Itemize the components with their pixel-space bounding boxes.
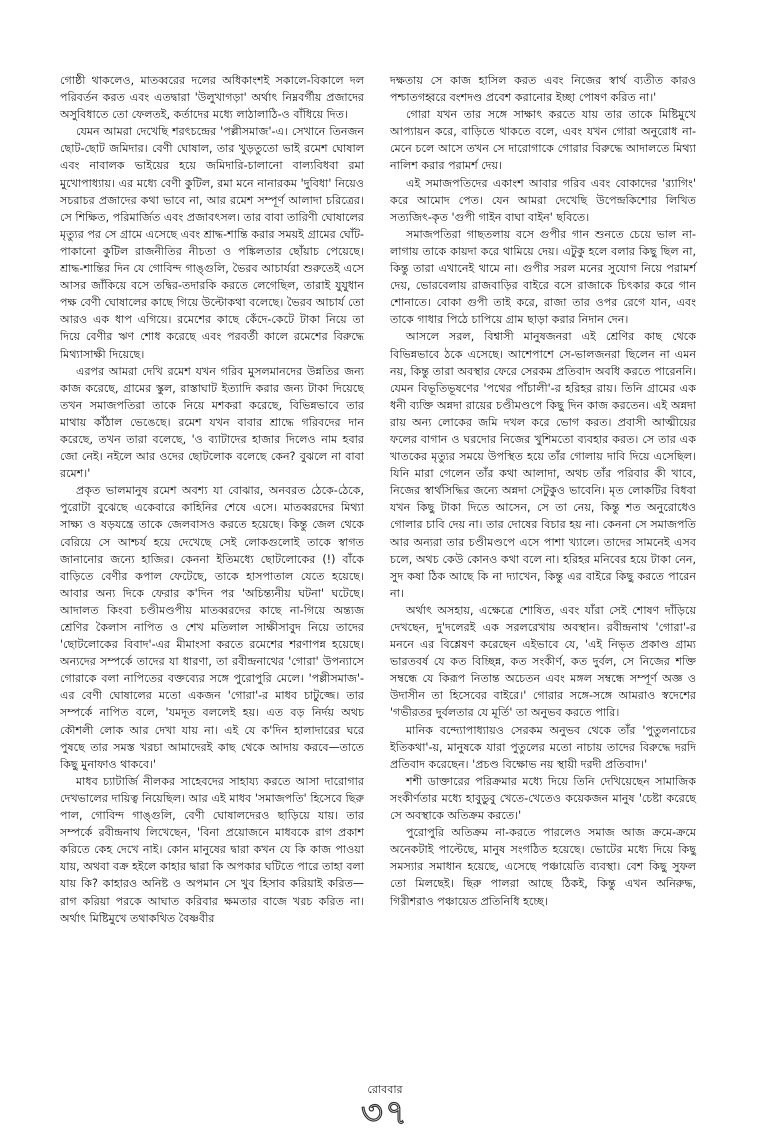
page-number: ৩৭ — [360, 1093, 410, 1133]
paragraph: মানিক বন্দ্যোপাধ্যায়ও সেরকম অনুভব থেকে তাঁর 'পুতুলনাচের ইতিকথা'-য়, মানুষকে যারা পুতুলের মতো নাচায় তাদের বিরুদ্ধে দরদি প্রতিবাদ করেছেন। 'প্রচণ্ড বিক্ষোভ নয় স্থায়ী দরদী প্রতিবাদ।' — [390, 723, 696, 771]
paragraph: দক্ষতায় সে কাজ হাসিল করত এবং নিজের স্বার্থ ব্যতীত কারও পশ্চাতগহ্বরে বংশদণ্ড প্রবেশ করানোর ইচ্ছা পোষণ করিত না।' — [390, 74, 696, 105]
paragraph: সমাজপতিরা গাছতলায় বসে গুপীর গান শুনতে চেয়ে ভাল না-লাগায় তাকে কায়দা করে থামিয়ে দেয়। এটুকু হলে বলার কিছু ছিল না, কিন্তু তারা এখানেই থামে না। গুপীর সরল মনের সুযোগ নিয়ে পরামর্শ দেয়, ভোরবেলায় রাজবাড়ির বাইরে বসে রাজাকে চিৎকার করে গান শোনাতে। বোকা গুপী তাই করে, রাজা তার ওপর রেগে যান, এবং তাকে গাধার পিঠে চাপিয়ে গ্রাম ছাড়া করার নিদান দেন। — [390, 227, 696, 327]
paragraph: শশী ডাক্তারের পরিক্রমার মধ্যে দিয়ে তিনি দেখিয়েছেন সামাজিক সংকীর্ণতার মধ্যে হাবুডুবু খেতে-খেতেও কয়েকজন মানুষ 'চেষ্টা করেছে সে অবস্থাকে অতিক্রম করতে।' — [390, 774, 696, 823]
paragraph: এই সমাজপতিদের একাংশ আবার গরিব এবং বোকাদের 'র‍্যাগিং' করে আমোদ পেত। যেন আমরা দেখেছি উপেন্দ্রকিশোর লিখিত সত্যজিৎ-কৃত 'গুপী গাইন বাঘা বাইন' ছবিতে। — [390, 176, 696, 224]
paragraph: এরপর আমরা দেখি রমেশ যখন গরিব মুসলমানদের উন্নতির জন্য কাজ করেছে, গ্রামের স্কুল, রাস্তাঘাট ইত্যাদি করার জন্য টাকা দিয়েছে তখন সমাজপতিরা তাকে নিয়ে মশকরা করেছে, বিভিন্নভাবে তার মাথায় কাঁঠাল ভেঙেছে। রমেশ যখন বাবার শ্রাদ্ধে গরিবদের দান করেছে, তখন তারা বলেছে, 'ও ব্যাটাদের হাজার দিলেও নাম হবার জো নেই। নইলে আর ওদের ছোটলোক বলেছে কেন? বুঝলে না বাবা রমেশ।' — [60, 364, 364, 481]
paragraph: পুরোপুরি অতিক্রম না-করতে পারলেও সমাজ আজ ক্রমে-ক্রমে অনেকটাই পাল্টেছে, মানুষ সংগঠিত হয়েছে। ভোটের মধ্যে দিয়ে কিছু সমস্যার সমাধান হয়েছে, এসেছে পঞ্চায়েতি ব্যবস্থা। বেশ কিছু সুফল তো মিলছেই। ছিরু পালরা আছে ঠিকই, কিন্তু এখন অনিরুদ্ধ, গিরীশরাও পঞ্চায়েত প্রতিনিধি হচ্ছে। — [390, 826, 696, 908]
paragraph: প্রকৃত ভালমানুষ রমেশ অবশ্য যা বোঝার, অনবরত ঠেকে-ঠেকে, পুরোটা বুঝেছে একেবারে কাহিনির শেষে এসে। মাতব্বরদের মিথ্যা সাক্ষ্য ও ষড়যন্ত্রে তাকে জেলবাসও করতে হয়েছে। কিন্তু জেল থেকে বেরিয়ে সে আশ্চর্য হয়ে দেখেছে সেই লোকগুলোই তাকে স্বাগত জানানোর জন্যে হাজির। কেননা ইতিমধ্যে ছোটলোকের (!) বাঁকে বাড়িতে বেণীর কপাল ফেটেছে, তাকে হাসপাতাল যেতে হয়েছে। আবার অন্য দিকে ফেরার ক'দিন পর 'অচিন্ত্যনীয় ঘটনা' ঘটেছে। আদালত কিংবা চণ্ডীমণ্ডপীয় মাতব্বরদের কাছে না-গিয়ে অন্ত্যজ শ্রেণির কৈলাস নাপিত ও শেখ মতিলাল সাক্ষীসাবুদ নিয়ে তাদের 'ছোটলোকের বিবাদ'-এর মীমাংসা করতে রমেশের শরণাপন্ন হয়েছে। অন্যদের সম্পর্কে তাদের যা ধারণা, তা রবীন্দ্রনাথের 'গোরা' উপন্যাসে গোরাকে বলা নাপিতের বক্তব্যের সঙ্গে পুরোপুরি মেলে। 'পল্লীসমাজ'-এর বেণী ঘোষালের মতো একজন 'গোরা'-র মাধব চাটুজ্জে। তার সম্পর্কে নাপিত বলে, 'যমদূত বললেই হয়। এত বড় নির্দয় অথচ কৌশলী লোক আর দেখা যায় না। এই যে ক'দিন হালাদারের ঘরে পুষছে তার সমস্ত খরচা আমাদেরই কাছ থেকে আদায় করবে—তাতে কিছু মুনাফাও থাকবে।' — [60, 484, 364, 771]
right-column — [390, 72, 696, 910]
magazine-name: রোববার — [367, 1083, 403, 1096]
paragraph: মাধব চ্যাটার্জি নীলকর সাহেবদের সাহায্য করতে আসা দারোগার দেখভালের দায়িত্ব নিয়েছিল। আর এই মাধব 'সমাজপতি' হিসেবে ছিরু পাল, গোবিন্দ গাঙ্গুলি, বেণী ঘোষালদেরও ছাড়িয়ে যায়। তার সম্পর্কে রবীন্দ্রনাথ লিখেছেন, 'বিনা প্রয়োজনে মাধবকে রাগ প্রকাশ করিতে কেহ দেখে নাই। কোন মানুষের দ্বারা কখন যে কি কাজ পাওয়া যায়, অথবা বক্র হইলে কাহার দ্বারা কি অপকার ঘটিতে পারে তাহা বলা যায় কি? কাহারও অনিষ্ট ও অপমান সে খুব হিসাব করিয়াই করিত—রাগ করিয়া পরকে আঘাত করিবার ক্ষমতার বাজে খরচ করিত না। অর্থাৎ মিষ্টিমুখে তথাকথিত বৈষ্ণবীর — [60, 774, 364, 925]
left-column — [60, 72, 364, 927]
paragraph: গোরা যখন তার সঙ্গে সাক্ষাৎ করতে যায় তার তাকে মিষ্টিমুখে আপ্যায়ন করে, বাড়িতে থাকতে বলে, এবং যখন গোরা অনুরোধ না-মেনে চলে আসে তখন সে দারোগাকে গোরার বিরুদ্ধে আদালতে মিথ্যা নালিশ করার পরামর্শ দেয়। — [390, 108, 696, 173]
paragraph: গোষ্ঠী থাকলেও, মাতব্বরের দলের অধিকাংশই সকালে-বিকালে দল পরিবর্তন করত এবং এতদ্বারা 'উলুখাগড়া' অর্থাৎ নিম্নবর্গীয় প্রজাদের অসুবিধাতে তো ফেলতই, কর্তাদের মধ্যে লাঠালাঠি-ও বাঁধিয়ে দিত। — [60, 74, 364, 122]
paragraph: অর্থাৎ অসহায়, এক্ষেত্রে শোষিত, এবং যাঁরা সেই শোষণ দাঁড়িয়ে দেখছেন, দু'দলেরই এক সরলরেখায় অবস্থান। রবীন্দ্রনাথ 'গোরা'-র মননে এর বিশ্লেষণ করেছেন এইভাবে যে, 'এই নিভৃত প্রকাণ্ড গ্রাম্য ভারতবর্ষ যে কত বিচ্ছিন্ন, কত সংকীর্ণ, কত দুর্বল, সে নিজের শক্তি সম্বন্ধে যে কিরূপ নিতান্ত অচেতন এবং মঙ্গল সম্বন্ধে সম্পূর্ণ অজ্ঞ ও উদাসীন তা হিসেবের বাইরে।' গোরার সঙ্গে-সঙ্গে আমরাও স্বদেশের 'গভীরতর দুর্বলতার যে মূর্তি' তা অনুভব করতে পারি। — [390, 603, 696, 720]
paragraph: যেমন আমরা দেখেছি শরৎচন্দ্রের 'পল্লীসমাজ'-এ। সেখানে তিনজন ছোট-ছোট জমিদার। বেণী ঘোষাল, তার খুড়তুতো ভাই রমেশ ঘোষাল এবং নাবালক ভাইয়ের হয়ে জমিদারি-চালানো বাল্যবিধবা রমা মুখোপাধ্যায়। এর মধ্যে বেণী কুটিল, রমা মনে নানারকম 'দুবিধা' নিয়েও সচরাচর প্রজাদের কথা ভাবে না, আর রমেশ সম্পূর্ণ আলাদা চরিত্রের। সে শিক্ষিত, পরিমার্জিত এবং প্রজাবৎসল। তার বাবা তারিণী ঘোষালের মৃত্যুর পর সে গ্রামে এসেছে এবং শ্রাদ্ধ-শান্তি করার সময়ই গ্রামের ঘোঁট-পাকানো কুটিল রাজনীতির নীচতা ও পঙ্কিলতার ছোঁয়াচ পেয়েছে। শ্রাদ্ধ-শান্তির দিন যে গোবিন্দ গাঙ্গুলি, ভৈরব আচার্যরা শুরুতেই এসে আসর জাঁকিয়ে বসে তদ্বির-তদারকি করতে লেগেছিল, তারাই যুযুধান পক্ষ বেণী ঘোষালের কাছে গিয়ে উল্টোকথা বলেছে। ভৈরব আচার্য তো আরও এক ধাপ এগিয়ে। রমেশের কাছে কেঁদে-কেটে টাকা নিয়ে তা দিয়ে বেণীর ঋণ শোধ করেছে এবং পরবর্তী কালে রমেশের বিরুদ্ধে মিথ্যাসাক্ষী দিয়েছে। — [60, 125, 364, 361]
paragraph: আসলে সরল, বিশ্বাসী মানুষজনরা এই শ্রেণির কাছ থেকে বিভিন্নভাবে ঠকে এসেছে। আশেপাশে সে-ভালজনরা ছিলেন না এমন নয়, কিন্তু তারা অবস্থার ফেরে সেরকম প্রতিবাদ অবধি করতে পারেননি। যেমন বিভূতিভূষণের 'পথের পাঁচালী'-র হরিহর রায়। তিনি গ্রামের এক ধনী ব্যক্তি অন্নদা রায়ের চণ্ডীমণ্ডপে কিছু দিন কাজ করতেন। এই অন্নদা রায় অন্য লোকের জমি দখল করে ভোগ করত। প্রবাসী আত্মীয়ের ফলের বাগান ও ঘরদোর নিজের খুশিমতো ব্যবহার করত। সে তার এক খাতকের মৃত্যুর সময়ে উপস্থিত হয়ে তাঁর গোলায় দাবি দিয়ে এসেছিল। যিনি মারা গেলেন তাঁর কথা আলাদা, অথচ তাঁর পরিবার কী খাবে, নিজের স্বার্থসিদ্ধির জন্যে অন্নদা সেটুকুও ভাবেনি। মৃত লোকটির বিধবা যখন কিছু টাকা দিতে আসেন, সে তা নেয়, কিন্তু শত অনুরোধেও গোলার চাবি দেয় না। তার দোষের বিচার হয় না। কেননা সে সমাজপতি আর অন্যরা তার চণ্ডীমণ্ডপে এসে পাশা খ্যালে। তাদের সামনেই এসব চলে, অথচ কেউ কোনও কথা বলে না। হরিহর মনিবের হয়ে টাকা নেন, সুদ কষা ঠিক আছে কি না দ্যাখেন, কিন্তু এর বাইরে কিছু করতে পারেন না। — [390, 330, 696, 600]
